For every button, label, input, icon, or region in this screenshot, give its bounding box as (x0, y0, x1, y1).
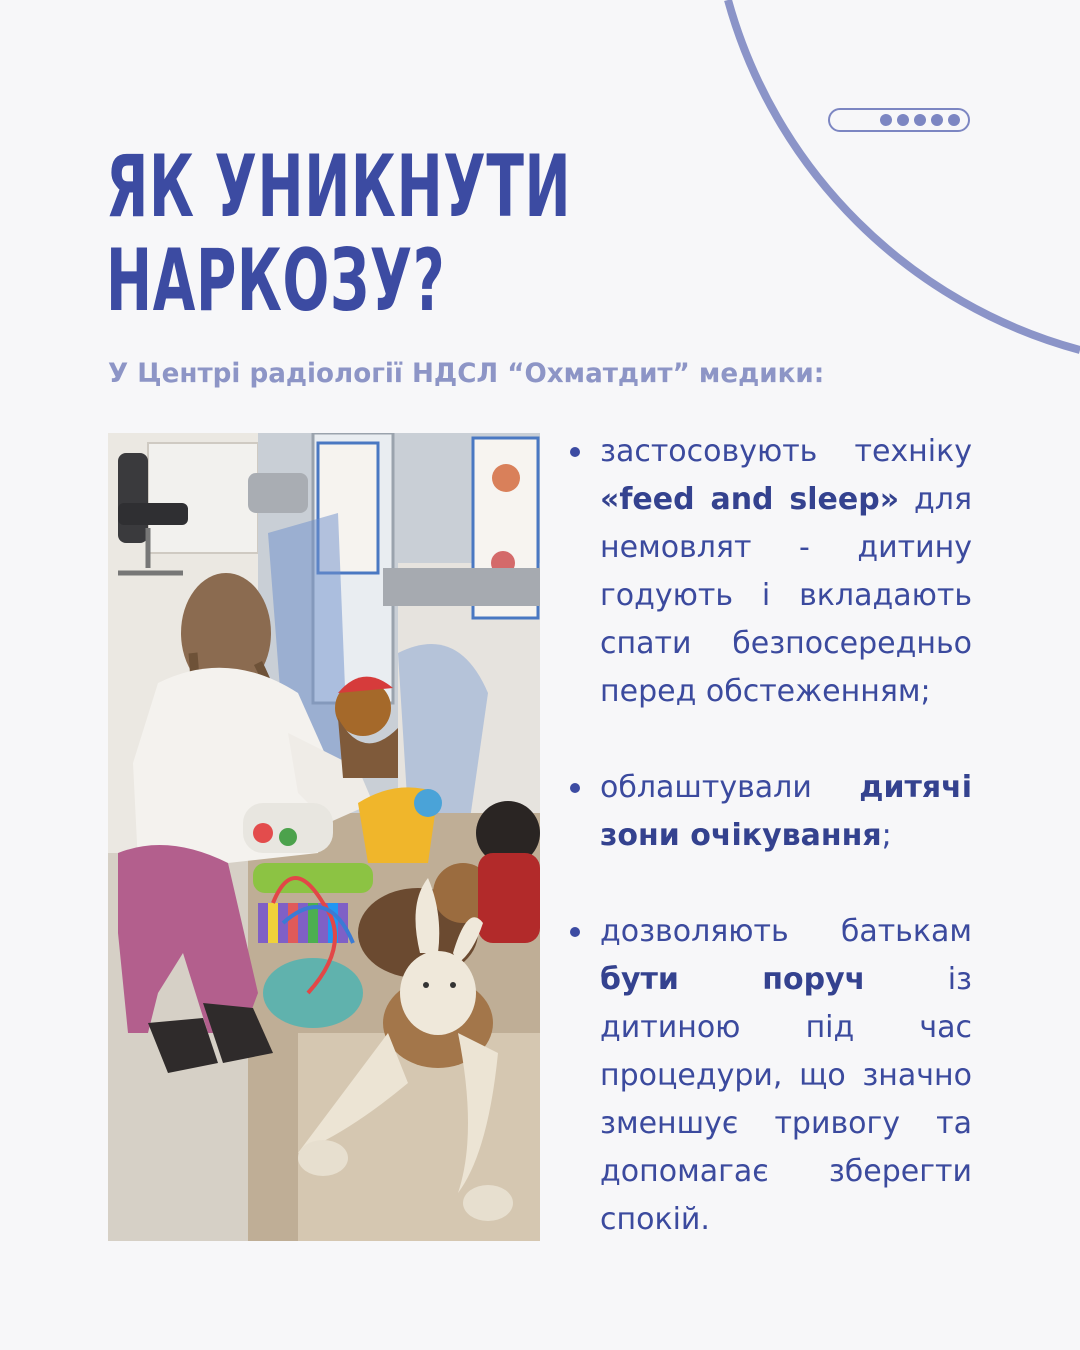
list-item (568, 908, 972, 1244)
bullet-list (568, 428, 972, 1292)
bullet-text-plain: для немовлят - дитину годують і вкладають спати безпосередньо перед обстеженням; (600, 482, 972, 709)
bullet-dot-icon (570, 783, 580, 793)
bullet-dot-icon (570, 927, 580, 937)
bullet-text-plain: ; (881, 818, 892, 853)
bullet-text-plain: дозволяють батькам (600, 914, 972, 949)
bullet-dot-icon (570, 447, 580, 457)
pager-dot (931, 114, 943, 126)
bullet-text (600, 908, 972, 1244)
title-line-1: ЯК УНИКНУТИ (106, 137, 572, 237)
page-title (106, 137, 572, 331)
bullet-text-plain: із дитиною під час процедури, що значно зменшує тривогу та допомагає зберегти спокій. (600, 962, 972, 1237)
bullet-text-plain: облаштували (600, 770, 860, 805)
bullet-text (600, 764, 972, 860)
subtitle: У Центрі радіології НДСЛ “Охматдит” медики: (108, 358, 825, 389)
pager-dot (897, 114, 909, 126)
photo-child-playing-with-toys (108, 433, 540, 1241)
bullet-text-bold: дитячі зони очікування (600, 770, 972, 853)
pager-dot (948, 114, 960, 126)
list-item (568, 764, 972, 860)
pager-dot (880, 114, 892, 126)
carousel-dots-icon (828, 108, 970, 132)
bullet-text-bold: бути поруч (600, 962, 866, 997)
bullet-text (600, 428, 972, 716)
list-item (568, 428, 972, 716)
title-line-2: НАРКОЗУ? (106, 231, 446, 331)
pager-dot (914, 114, 926, 126)
bullet-text-bold: «feed and sleep» (600, 482, 900, 517)
bullet-text-plain: застосовують техніку (600, 434, 972, 469)
